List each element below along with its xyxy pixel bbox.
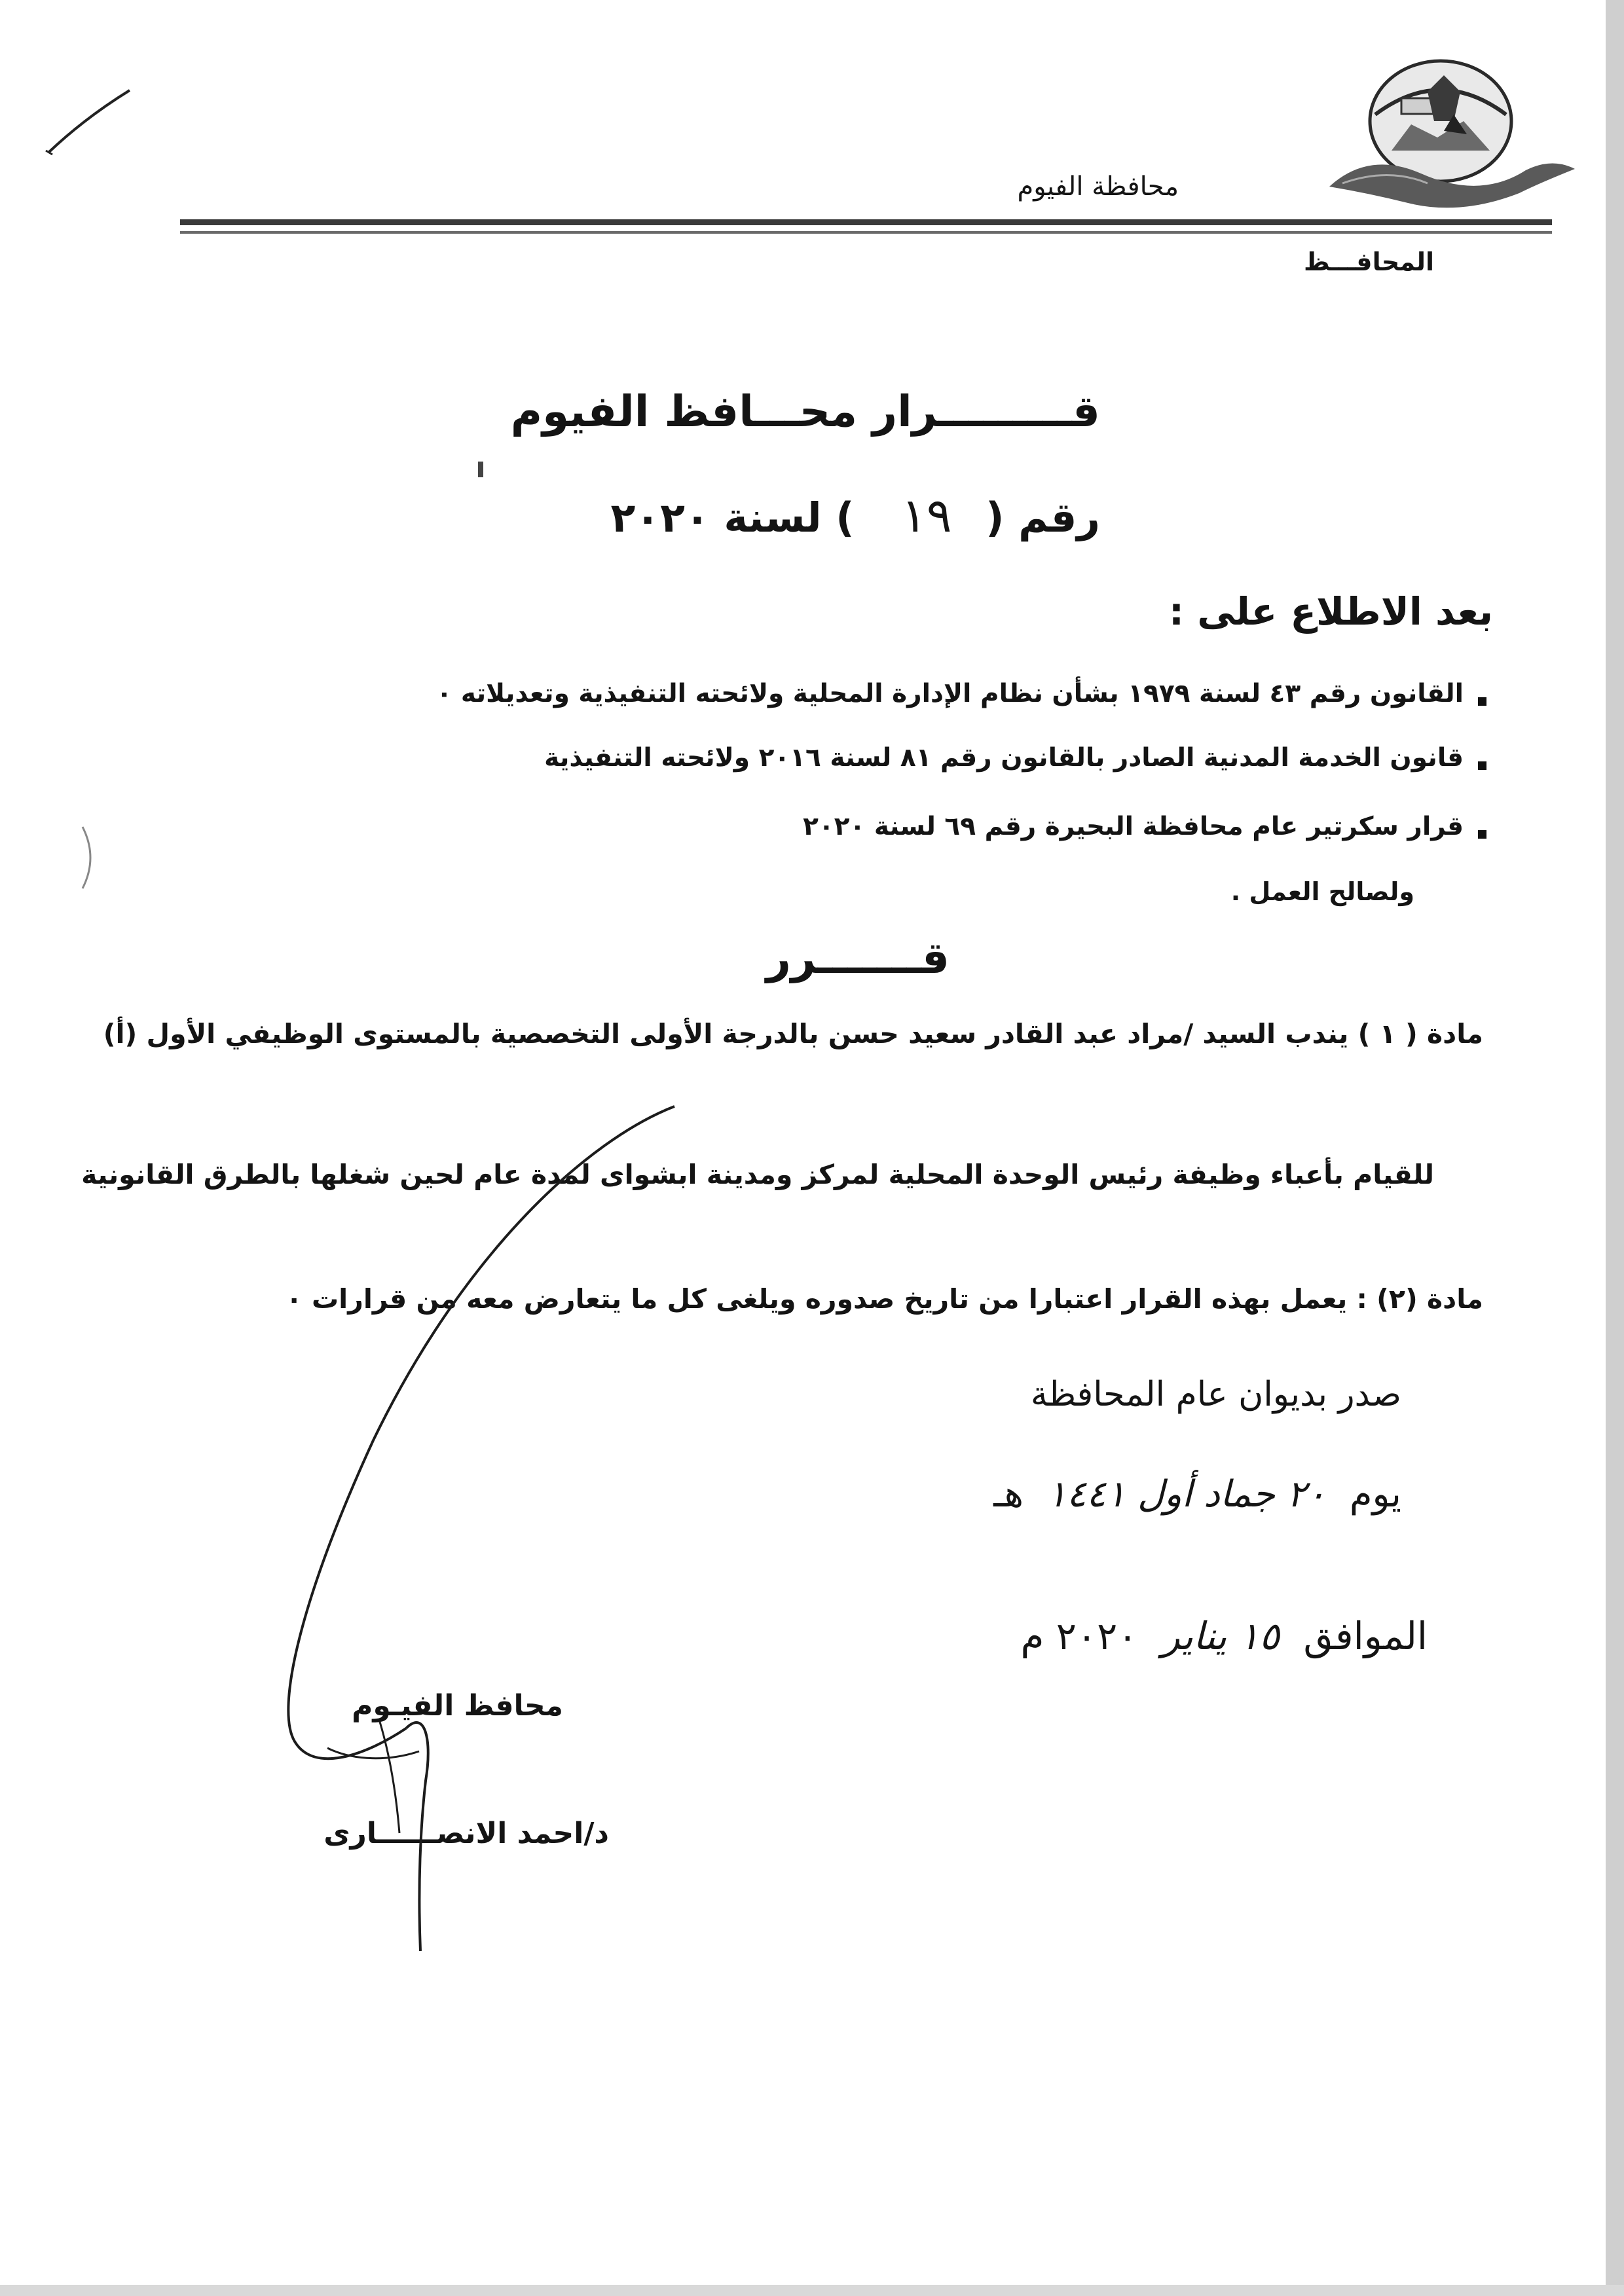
bullet-icon <box>1478 697 1486 706</box>
review-item: قانون الخدمة المدنية الصادر بالقانون رقم ٨١ لسنة ٢٠١٦ ولائحته التنفيذية <box>544 743 1464 773</box>
article-2-line: مادة (٢) : يعمل بهذه القرار اعتبارا من تاريخ صدوره ويلغى كل ما يتعارض معه من قرارات ٠ <box>286 1283 1483 1315</box>
governorate-emblem-icon <box>1329 52 1578 210</box>
issued-at-line: صدر بديوان عام المحافظة <box>1030 1375 1401 1414</box>
hijri-date-line <box>993 1473 1401 1516</box>
review-item: القانون رقم ٤٣ لسنة ١٩٧٩ بشأن نظام الإدارة المحلية ولائحته التنفيذية وتعديلاته ٠ <box>436 679 1464 708</box>
office-label: المحافـــظ <box>1304 247 1434 276</box>
hijri-suffix: هـ <box>993 1473 1024 1516</box>
decree-title: قـــــــــرار محـــافظ الفيوم <box>510 386 1100 437</box>
interest-line: ولصالح العمل . <box>1230 877 1414 906</box>
header-rule <box>180 219 1552 225</box>
signer-name: د/احمد الانصــــــارى <box>323 1817 609 1850</box>
page-bottom-edge <box>0 2285 1624 2296</box>
margin-bracket-mark <box>77 822 103 894</box>
article-1-line-2: للقيام بأعباء وظيفة رئيس الوحدة المحلية لمركز ومدينة ابشواى لمدة عام لحين شغلها بالطرق القانونية <box>81 1159 1434 1190</box>
bullet-icon <box>1478 761 1486 770</box>
hijri-date-handwritten: ٢٠ جماد أول ١٤٤١ <box>1046 1473 1326 1516</box>
ink-dot <box>478 462 483 477</box>
article-1-line-1: مادة ( ١ ) يندب السيد /مراد عبد القادر سعيد حسن بالدرجة الأولى التخصصية بالمستوى الوظيفي الأول (أ) <box>103 1018 1483 1049</box>
handwritten-signature <box>249 1100 707 1971</box>
decree-number-handwritten: ١٩ <box>901 488 952 543</box>
gregorian-date-handwritten: ١٥ يناير <box>1161 1614 1280 1658</box>
governorate-header-name: محافظة الفيوم <box>1017 172 1179 202</box>
decision-heading: قـــــــرر <box>766 933 950 983</box>
gregorian-suffix: ٢٠٢٠ م <box>1020 1614 1138 1658</box>
bullet-icon <box>1478 830 1486 839</box>
review-heading: بعد الاطلاع على : <box>1168 589 1493 634</box>
header-rule-thin <box>180 231 1552 234</box>
page-edge-shadow <box>1606 0 1624 2296</box>
gregorian-prefix: الموافق <box>1303 1614 1428 1658</box>
hijri-prefix: يوم <box>1349 1473 1401 1516</box>
decree-number-line <box>610 488 1100 543</box>
pen-stroke-mark <box>39 79 144 164</box>
decree-number-prefix: رقم ( <box>986 494 1100 541</box>
signer-title: محافظ الفيـوم <box>352 1689 563 1722</box>
review-item: قرار سكرتير عام محافظة البحيرة رقم ٦٩ لسنة ٢٠٢٠ <box>803 812 1464 841</box>
decree-number-suffix: ) لسنة ٢٠٢٠ <box>610 494 855 541</box>
gregorian-date-line <box>1020 1614 1428 1658</box>
